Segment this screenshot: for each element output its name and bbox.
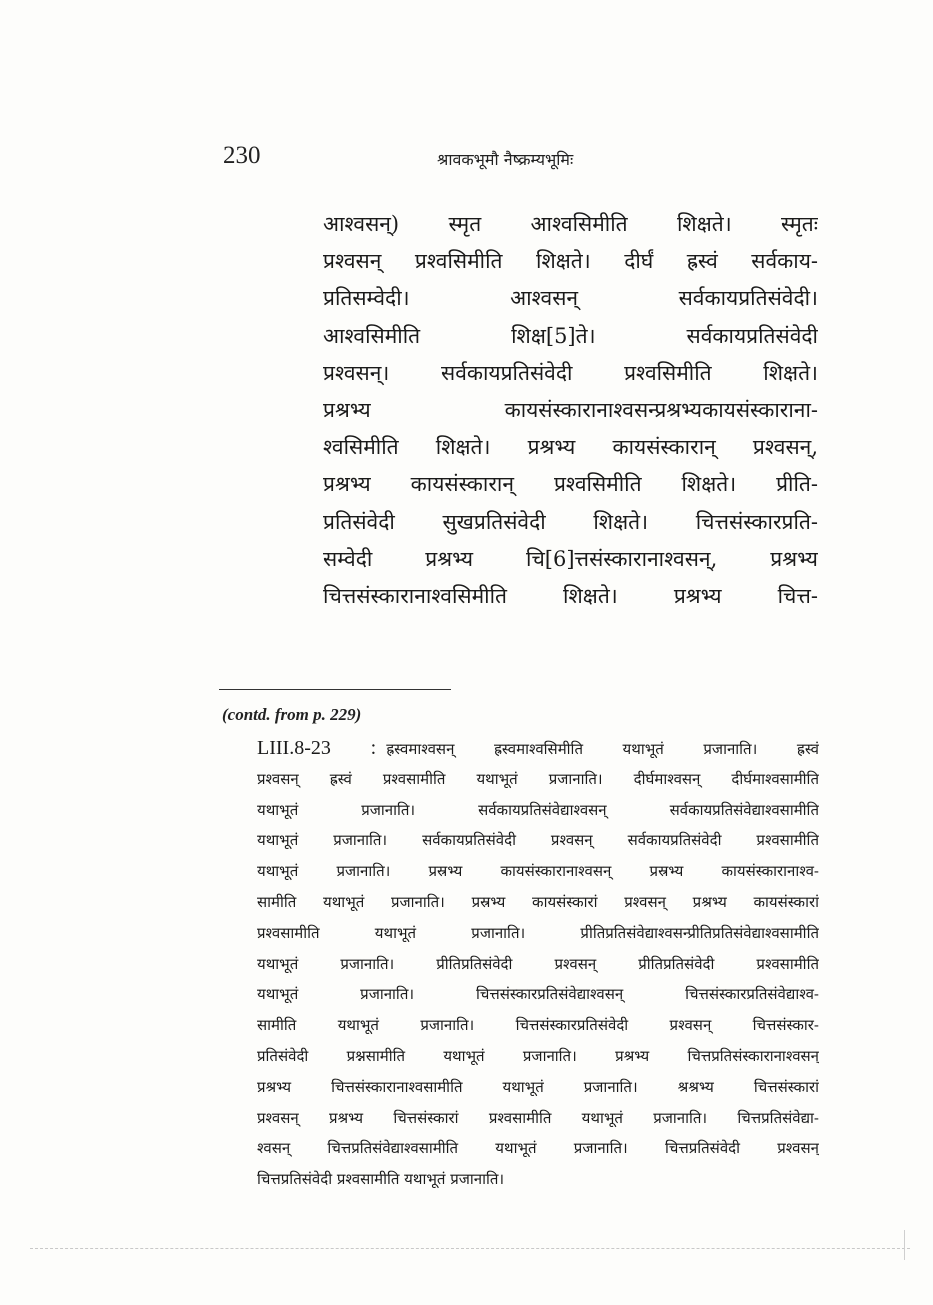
footnote-line: यथाभूतं प्रजानाति। चित्तसंस्कारप्रतिसंवेद्याश्वसन् चित्तसंस्कारप्रतिसंवेद्याश्व- (257, 985, 819, 1004)
main-text-line: प्रतिसम्वेदी। आश्वसन् सर्वकायप्रतिसंवेदी। (323, 286, 818, 311)
footnote-line: यथाभूतं प्रजानाति। प्रीतिप्रतिसंवेदी प्रश्वसन् प्रीतिप्रतिसंवेदी प्रश्वसामीति (257, 954, 819, 973)
footnote-line: प्रश्वसामीति यथाभूतं प्रजानाति। प्रीतिप्रतिसंवेद्याश्वसन्प्रीतिप्रतिसंवेद्याश्वसामीति (257, 923, 819, 942)
footnote-text: ह्रस्वमाश्वसन् ह्रस्वमाश्वसिमीति यथाभूतं प्रजानाति। ह्रस्वं (386, 740, 819, 758)
main-text-line: प्रतिसंवेदी सुखप्रतिसंवेदी शिक्षते। चित्तसंस्कारप्रति- (323, 509, 818, 534)
scan-edge-mark (904, 1230, 905, 1260)
main-text-line: आश्वसिमीति शिक्ष[5]ते। सर्वकायप्रतिसंवेदी (323, 323, 818, 348)
footnote-line: प्रश्वसन् ह्रस्वं प्रश्वसामीति यथाभूतं प्रजानाति। दीर्घमाश्वसन् दीर्घमाश्वसामीति (257, 769, 819, 788)
footnote-line: प्रश्वसन् प्रश्रभ्य चित्तसंस्कारां प्रश्वसामीति यथाभूतं प्रजानाति। चित्तप्रतिसंवेद्या- (257, 1108, 819, 1127)
footnote-line: श्वसन् चित्तप्रतिसंवेद्याश्वसामीति यथाभूतं प्रजानाति। चित्तप्रतिसंवेदी प्रश्वसन् (257, 1139, 819, 1158)
footnote-line: यथाभूतं प्रजानाति। सर्वकायप्रतिसंवेद्याश्वसन् सर्वकायप्रतिसंवेद्याश्वसामीति (257, 800, 819, 819)
footnote-line: चित्तप्रतिसंवेदी प्रश्वसामीति यथाभूतं प्रजानाति। (257, 1170, 505, 1189)
running-head: श्रावकभूमौ नैष्क्रम्यभूमिः (437, 150, 574, 169)
footnote-first-line (257, 733, 819, 764)
footnote-line: प्रश्रभ्य चित्तसंस्कारानाश्वसामीति यथाभूतं प्रजानाति। श्रश्रभ्य चित्तसंस्कारां (257, 1077, 819, 1096)
main-text-line: प्रश्वसन्। सर्वकायप्रतिसंवेदी प्रश्वसिमीति शिक्षते। (323, 360, 818, 385)
main-text-line: प्रश्रभ्य कायसंस्कारान् प्रश्वसिमीति शिक्षते। प्रीति- (323, 472, 818, 497)
footnote-divider (219, 689, 451, 690)
main-text-line: श्वसिमीति शिक्षते। प्रश्रभ्य कायसंस्कारान् प्रश्वसन्, (323, 435, 818, 460)
footnote-line: यथाभूतं प्रजानाति। सर्वकायप्रतिसंवेदी प्रश्वसन् सर्वकायप्रतिसंवेदी प्रश्वसामीति (257, 831, 819, 850)
footnote-line: यथाभूतं प्रजानाति। प्रस्रभ्य कायसंस्कारानाश्वसन् प्रस्रभ्य कायसंस्कारानाश्व- (257, 862, 819, 881)
footnote-line: सामीति यथाभूतं प्रजानाति। चित्तसंस्कारप्रतिसंवेदी प्रश्वसन् चित्तसंस्कार- (257, 1016, 819, 1035)
main-text-line: चित्तसंस्कारानाश्वसिमीति शिक्षते। प्रश्रभ्य चित्त- (323, 583, 818, 608)
main-text-line: प्रश्वसन् प्रश्वसिमीति शिक्षते। दीर्घं ह्रस्वं सर्वकाय- (323, 249, 818, 274)
continuation-note: (contd. from p. 229) (222, 705, 362, 724)
page-number: 230 (223, 142, 261, 169)
footnote-line: सामीति यथाभूतं प्रजानाति। प्रस्रभ्य कायसंस्कारां प्रश्वसन् प्रश्रभ्य कायसंस्कारां (257, 892, 819, 911)
main-text-line: आश्वसन्) स्मृत आश्वसिमीति शिक्षते। स्मृतः (323, 212, 818, 236)
footnote-block (257, 733, 819, 1195)
main-text-block (323, 206, 818, 615)
footnote-line: प्रतिसंवेदी प्रश्नसामीति यथाभूतं प्रजानाति। प्रश्रभ्य चित्तप्रतिसंस्कारानाश्वसन् (257, 1046, 819, 1065)
footnote-reference: LIII.8-23 : (257, 737, 377, 759)
main-text-line: सम्वेदी प्रश्रभ्य चि[6]त्तसंस्कारानाश्वसन्, प्रश्रभ्य (323, 546, 818, 571)
scan-edge-shadow (30, 1248, 910, 1249)
main-text-line: प्रश्रभ्य कायसंस्कारानाश्वसन्प्रश्रभ्यकायसंस्काराना- (323, 397, 818, 422)
